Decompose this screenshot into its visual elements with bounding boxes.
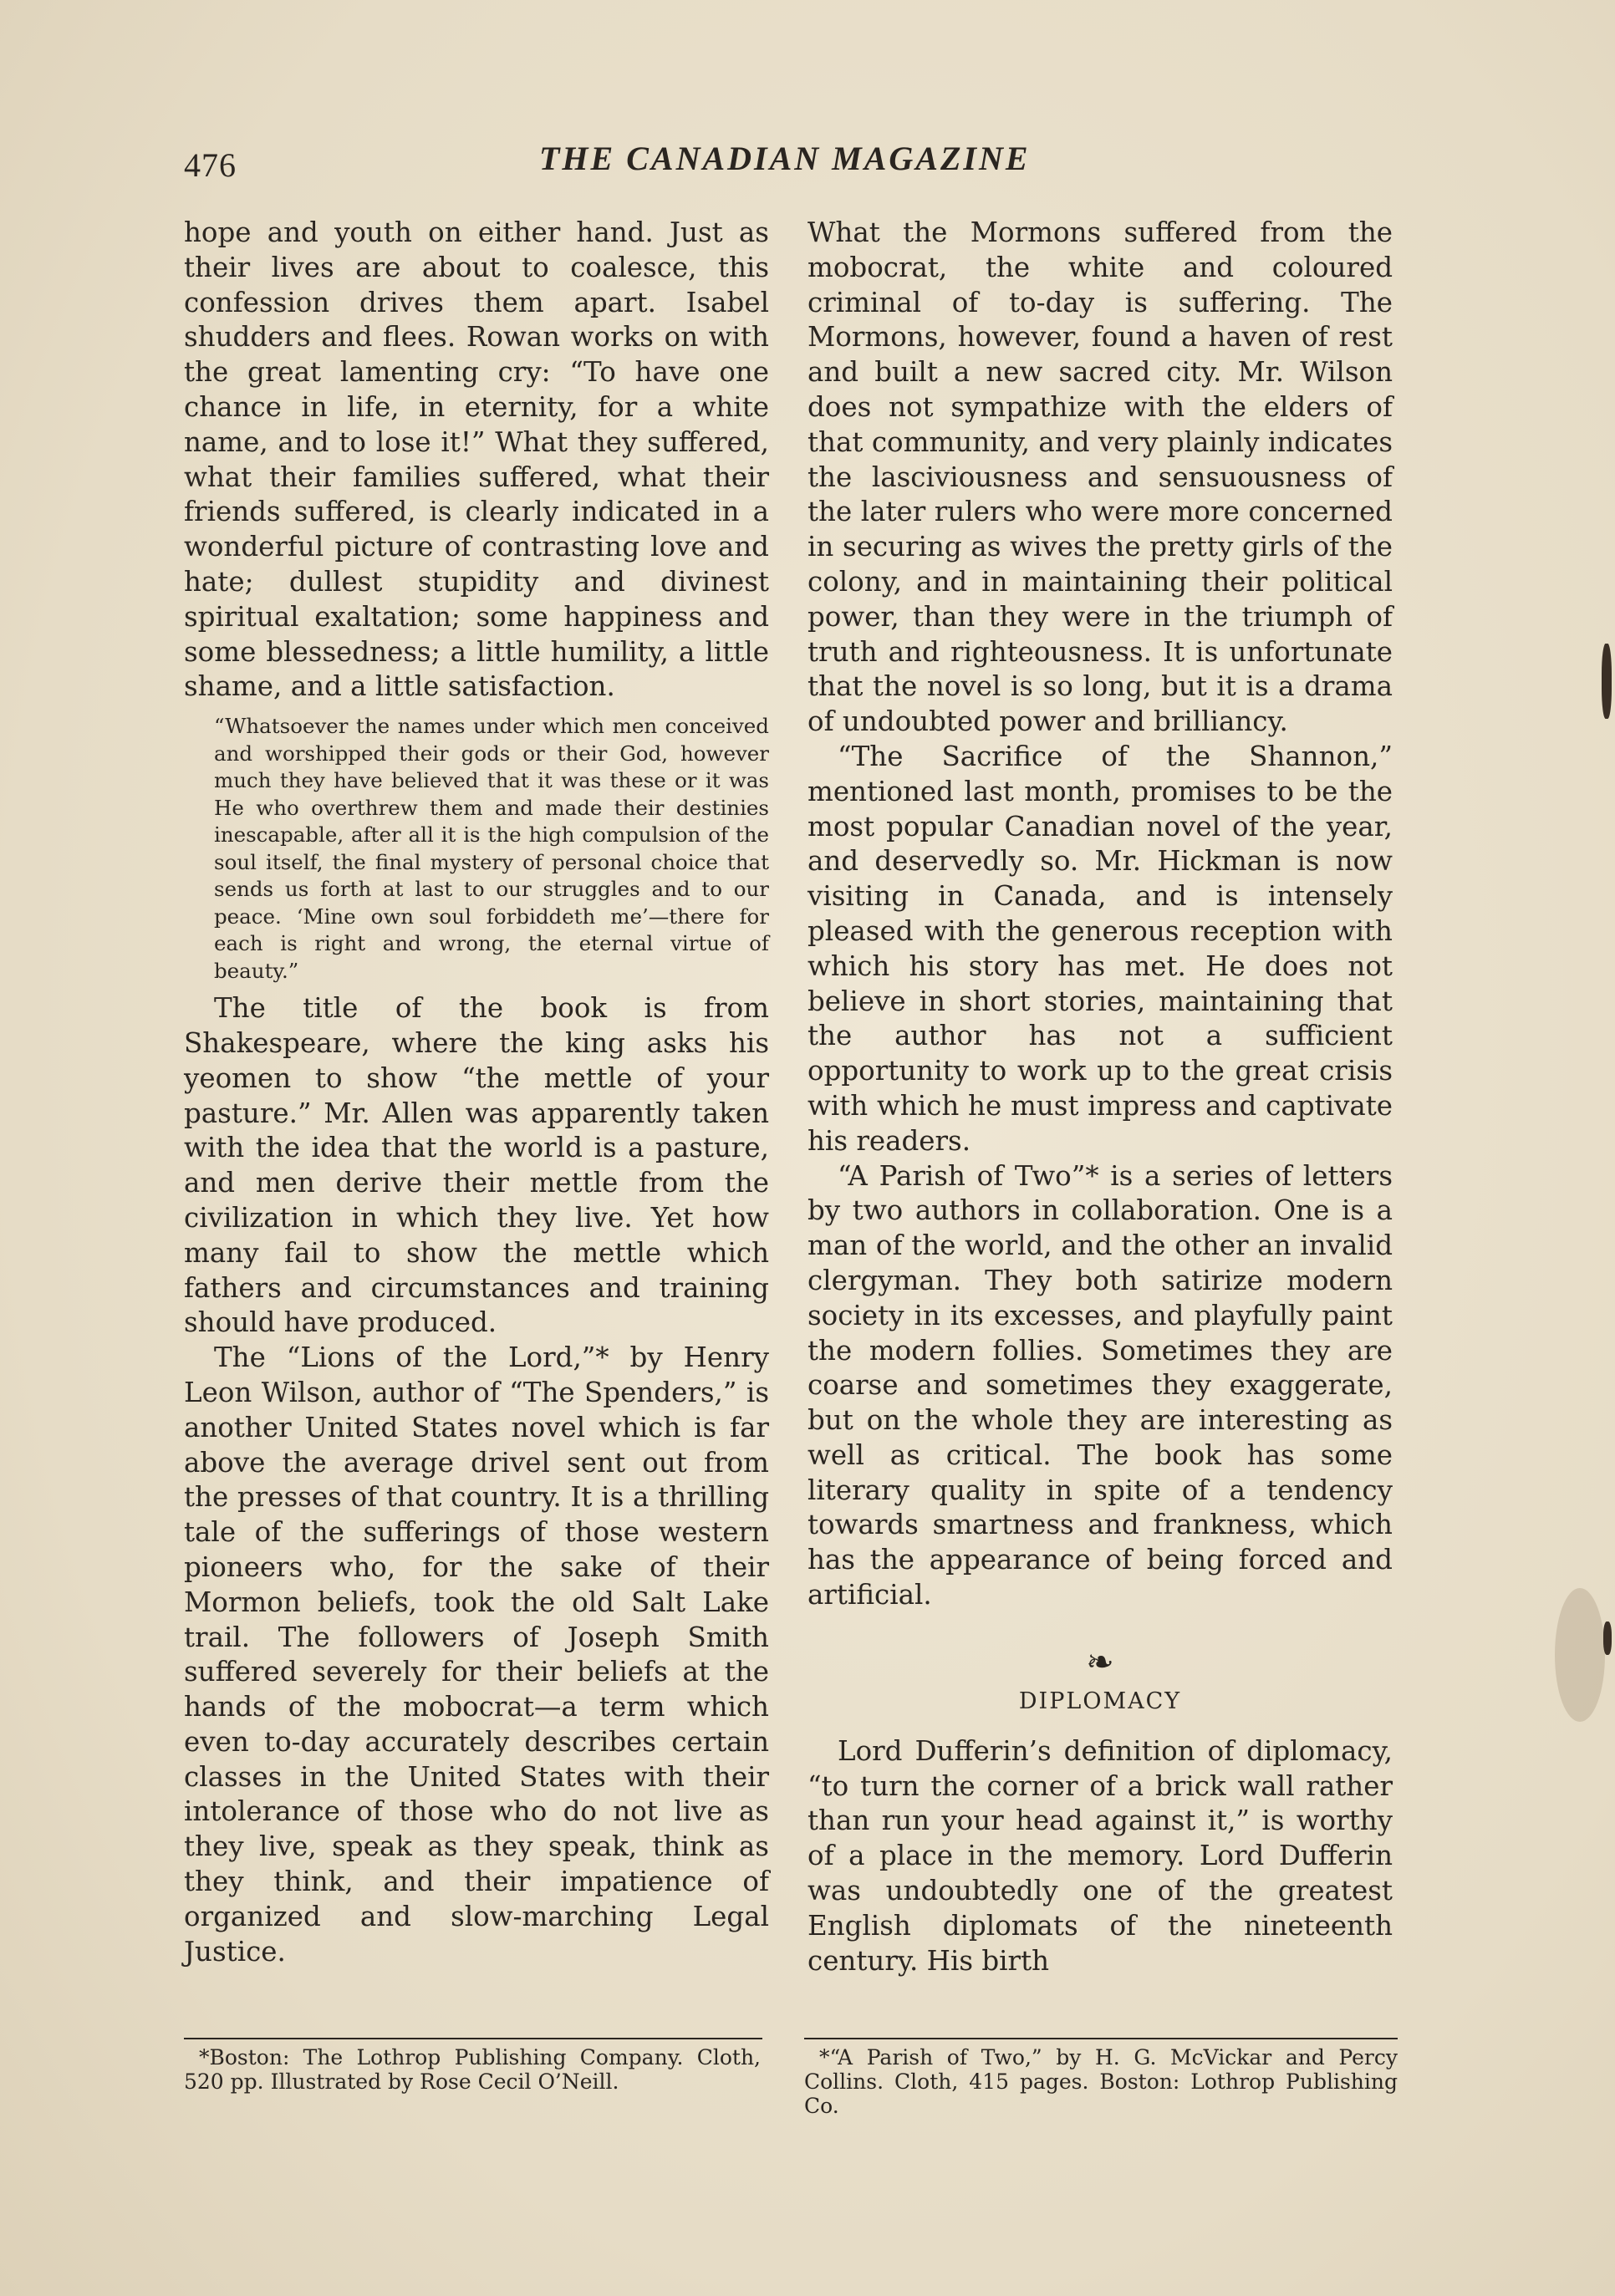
page-header: [184, 139, 1404, 189]
footnote-right: *“A Parish of Two,” by H. G. McVickar and Percy Collins. Cloth, 415 pages. Boston: Lothrop Publishing Co.: [804, 2045, 1398, 2118]
paper-stain: [1555, 1588, 1605, 1722]
paragraph: Lord Dufferin’s definition of diplomacy, “to turn the corner of a brick wall rather than run your head against it,” is worthy of a place in the memory. Lord Dufferin was undoubtedly one of the greatest English diplomats of the nineteenth century. His birth: [808, 1734, 1393, 1977]
left-column: [184, 216, 769, 1969]
edge-mark: [1602, 644, 1612, 719]
paragraph: “The Sacrifice of the Shannon,” mentioned last month, promises to be the most popular Canadian novel of the year, and deservedly so. Mr. Hickman is now visiting in Canada, and is intensely pleased with the generous reception with which his story has met. He does not believe in short stories, maintaining that the author has not a sufficient opportunity to work up to the great crisis with which he must impress and captivate his readers.: [808, 740, 1393, 1157]
right-column: [808, 216, 1393, 1978]
paragraph: “A Parish of Two”* is a series of letters by two authors in collaboration. One is a man of the world, and the other an invalid clergyman. They both satirize modern society in its excesses, and playfully paint the modern follies. Sometimes they are coarse and sometimes they exaggerate, but on the whole they are interesting as well as critical. The book has some literary quality in spite of a tendency towards smartness and frankness, which has the appearance of being forced and artificial.: [808, 1159, 1393, 1611]
edge-mark: [1603, 1621, 1612, 1655]
paragraph: The title of the book is from Shakespeare, where the king asks his yeomen to show “the mettle of your pasture.” Mr. Allen was apparently taken with the idea that the world is a pasture, and men derive their mettle from the civilization in which they live. Yet how many fail to show the mettle which fathers and circumstances and training should have produced.: [184, 992, 769, 1339]
running-title: THE CANADIAN MAGAZINE: [539, 140, 1031, 177]
page-number: 476: [184, 146, 237, 184]
footnote-rule: [184, 2038, 762, 2039]
paragraph: hope and youth on either hand. Just as their lives are about to coalesce, this confession drives them apart. Isabel shudders and flees. Rowan works on with the great lamenting cry: “To have one chance in life, in eternity, for a white name, and to lose it!” What they suffered, what their families suffered, what their friends suffered, is clearly indicated in a wonderful picture of contrasting love and hate; dullest stupidity and divinest spiritual exaltation; some happiness and some blessedness; a little humility, a little shame, and a little satisfaction.: [184, 216, 769, 703]
paragraph: The “Lions of the Lord,”* by Henry Leon Wilson, author of “The Spenders,” is another United States novel which is far above the average drivel sent out from the presses of that country. It is a thrilling tale of the sufferings of those western pioneers who, for the sake of their Mormon beliefs, took the old Salt Lake trail. The followers of Joseph Smith suffered severely for their beliefs at the hands of the mobocrat—a term which even to-day accurately describes certain classes in the United States with their intolerance of those who do not live as they live, speak as they speak, think as they think, and their impatience of organized and slow-marching Legal Justice.: [184, 1341, 769, 1968]
footnote-rule: [804, 2038, 1398, 2039]
paragraph: What the Mormons suffered from the mobocrat, the white and coloured criminal of to-day is suffering. The Mormons, however, found a haven of rest and built a new sacred city. Mr. Wilson does not sympathize with the elders of that community, and very plainly indicates the lasciviousness and sensuousness of the later rulers who were more concerned in securing as wives the pretty girls of the colony, and in maintaining their political power, than they were in the triumph of truth and righteousness. It is unfortunate that the novel is so long, but it is a drama of undoubted power and brilliancy.: [808, 216, 1393, 738]
section-heading: DIPLOMACY: [1018, 1688, 1182, 1714]
section-ornament: ❧: [1086, 1642, 1114, 1682]
block-quote: “Whatsoever the names under which men conceived and worshipped their gods or their God, however much they have believed that it was these or it was He who overthrew them and made their destinies inescapable, after all it is the high compulsion of the soul itself, the final mystery of personal choice that sends us forth at last to our struggles and to our peace. ‘Mine own soul forbiddeth me’—there for each is right and wrong, the eternal virtue of beauty.”: [214, 714, 769, 983]
footnote-left: *Boston: The Lothrop Publishing Company. Cloth, 520 pp. Illustrated by Rose Cecil O’Neill.: [184, 2045, 761, 2094]
